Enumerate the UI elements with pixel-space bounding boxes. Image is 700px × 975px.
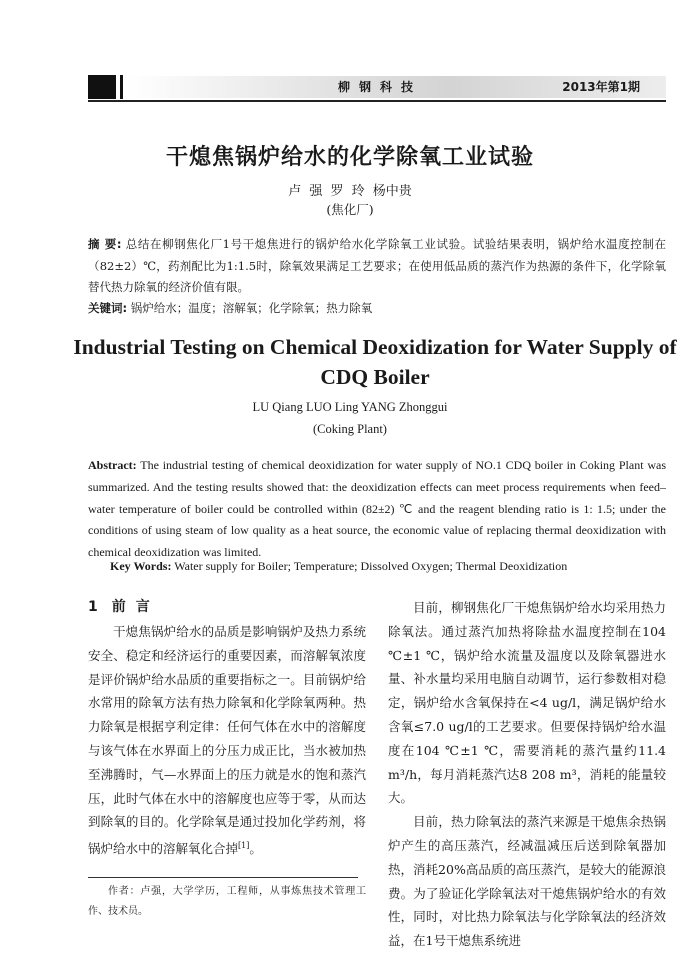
section-title: 前言 xyxy=(111,599,160,615)
cn-keywords xyxy=(88,298,666,319)
cn-affiliation: (焦化厂) xyxy=(326,202,374,217)
header-rule xyxy=(88,100,666,102)
cn-authors: 卢 强 罗 玲 杨中贵 xyxy=(288,184,412,199)
en-keywords-text: Water supply for Boiler; Temperature; Dissolved Oxygen; Thermal Deoxidization xyxy=(174,559,568,573)
body-column-left xyxy=(88,596,366,861)
en-title: Industrial Testing on Chemical Deoxidization for Water Supply of CDQ Boiler xyxy=(73,335,677,389)
citation-mark: [1] xyxy=(238,841,250,851)
body-column-right xyxy=(388,596,666,953)
en-authors: LU Qiang LUO Ling YANG Zhonggui xyxy=(252,400,448,414)
cn-title: 干熄焦锅炉给水的化学除氧工业试验 xyxy=(165,144,534,170)
en-keywords xyxy=(110,556,666,576)
body-paragraph-end: 。 xyxy=(249,841,262,857)
author-footnote: 作者：卢强，大学学历，工程师，从事炼焦技术管理工作、技术员。 xyxy=(88,886,366,917)
section-heading xyxy=(88,596,366,620)
body-paragraph xyxy=(88,620,366,861)
en-keywords-label: Key Words: xyxy=(110,559,172,573)
en-abstract-label: Abstract: xyxy=(88,458,137,472)
page-header xyxy=(0,0,700,110)
header-black-block xyxy=(88,75,116,99)
journal-name: 柳钢科技 xyxy=(337,80,422,94)
body-paragraph: 目前，柳钢焦化厂干熄焦锅炉给水均采用热力除氧法。通过蒸汽加热将除盐水温度控制在104 ℃±1 ℃，锅炉给水流量及温度以及除氧器进水量、补水量均采用电脑自动调节，运行参数相对稳定，锅炉给水含氧保持在<4 ug/l，满足锅炉给水含氧≤7.0 ug/l的工艺要求。但要保持锅炉给水温度在104 ℃±1 ℃，需要消耗的蒸汽量约11.4 m³/h，每月消耗蒸汽达8 208 m³，消耗的能量较大。 xyxy=(388,600,666,806)
section-number: 1 xyxy=(88,599,98,615)
cn-abstract xyxy=(88,234,666,299)
en-abstract-text: The industrial testing of chemical deoxidization for water supply of NO.1 CDQ boiler in Coking Plant was summarized. And the testing results showed that: the deoxidization effects can meet process requirements when feed–water temperature of boiler could be controlled within (82±2) ℃ and the reagent blending ratio is 1: 1.5; under the conditions of using steam of low quality as a heat source, the economic value of replacing thermal deoxidization with chemical deoxidization was limited. xyxy=(88,458,666,560)
cn-keywords-text: 锅炉给水；温度；溶解氧；化学除氧；热力除氧 xyxy=(130,301,373,315)
body-paragraph: 目前，热力除氧法的蒸汽来源是干熄焦余热锅炉产生的高压蒸汽，经减温减压后送到除氧器加热，消耗20%高品质的高压蒸汽，是较大的能源浪费。为了验证化学除氧法对干熄焦锅炉给水的有效性，同时，对比热力除氧法与化学除氧法的经济效益，在1号干熄焦系统进 xyxy=(388,814,666,949)
cn-abstract-text: 总结在柳钢焦化厂1号干熄焦进行的锅炉给水化学除氧工业试验。试验结果表明，锅炉给水温度控制在（82±2）℃，药剂配比为1:1.5时，除氧效果满足工艺要求；在使用低品质的蒸汽作为热源的条件下，化学除氧替代热力除氧的经济价值有限。 xyxy=(88,237,667,294)
body-paragraph-text: 干熄焦锅炉给水的品质是影响锅炉及热力系统安全、稳定和经济运行的重要因素，而溶解氧浓度是评价锅炉给水品质的重要指标之一。目前锅炉给水常用的除氧方法有热力除氧和化学除氧两种。热力除氧是根据亨利定律：任何气体在水中的溶解度与该气体在水界面上的分压力成正比，当水被加热至沸腾时，气—水界面上的压力就是水的饱和蒸汽压，此时气体在水中的溶解度也应等于零，从而达到除氧的目的。化学除氧是通过投加化学药剂，将锅炉给水中的溶解氧化合掉 xyxy=(88,624,366,857)
footnote-rule xyxy=(88,877,358,878)
en-affiliation: (Coking Plant) xyxy=(313,422,387,436)
cn-keywords-label: 关键词: xyxy=(88,301,128,315)
cn-abstract-label: 摘 要: xyxy=(88,237,122,251)
issue-label: 2013年第1期 xyxy=(562,80,640,94)
header-black-bar xyxy=(120,75,123,99)
en-abstract xyxy=(88,455,666,564)
